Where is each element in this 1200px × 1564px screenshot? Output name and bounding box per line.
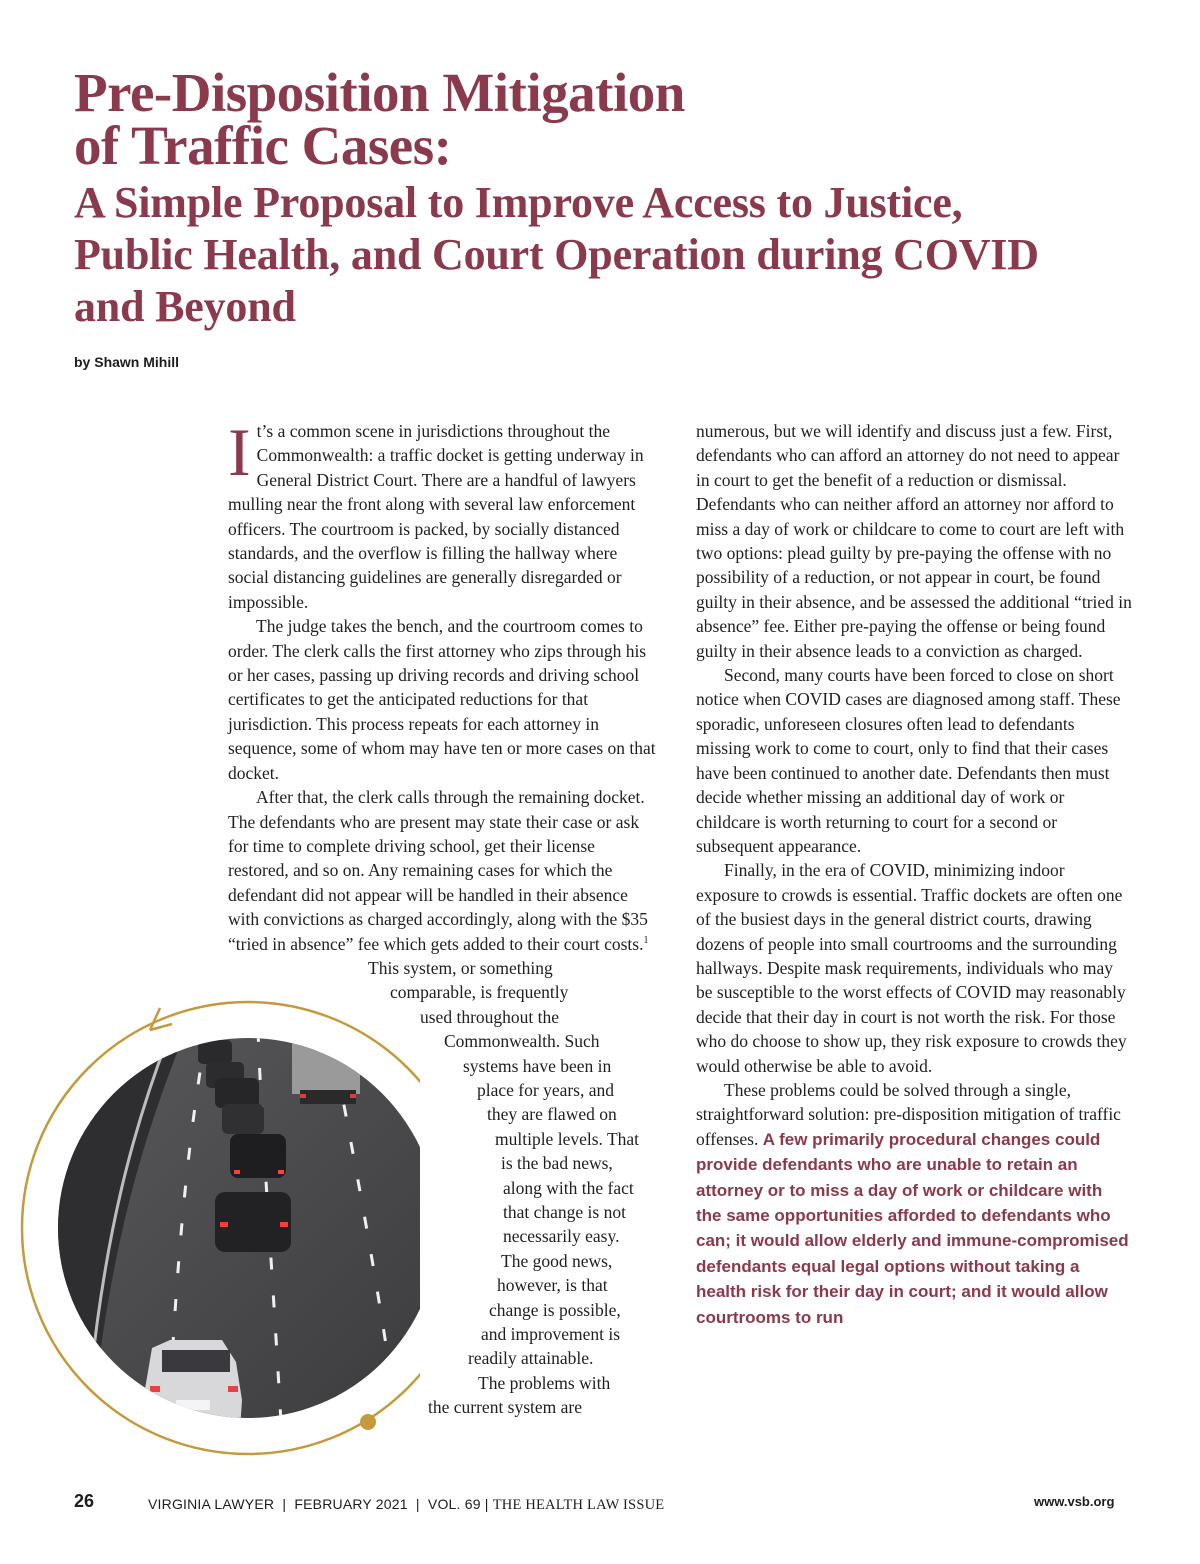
wrap-line: This system, or something xyxy=(368,957,553,978)
wrap-line: that change is not xyxy=(503,1202,626,1222)
paragraph-2: The judge takes the bench, and the courtroom comes to order. The clerk calls the first attorney who zips through his or her cases, passing up driving records and driving school certificates to get the anticipated reductions for that jurisdiction. This process repeats for each attorney in sequence, some of whom may have ten or more cases on that docket. xyxy=(228,616,656,783)
pull-highlight: A few primarily procedural changes could provide defendants who are unable to retain an attorney or to miss a day of work or childcare with the same opportunities afforded to defendants who can; it would allow elderly and immune-compromised defendants equal legal options without taking a health risk for their day in court; and it would allow courtrooms to run xyxy=(696,1129,1129,1327)
wrap-line: The problems with xyxy=(478,1372,611,1393)
wrap-line: Commonwealth. Such xyxy=(444,1031,600,1052)
wrap-line: and improvement is xyxy=(481,1324,621,1345)
issue-name: THE HEALTH LAW ISSUE xyxy=(492,1497,665,1513)
page-number xyxy=(74,1491,94,1512)
paragraph-8 xyxy=(696,1078,1132,1330)
paragraph-3-text: After that, the clerk calls through the remaining docket. The defendants who are present may state their case or ask for time to complete driving school, get their license restored, and so on. Any remaining cases for which the defendant did not appear will be handled in their absence with convictions as charged accordingly, along with the $35 “tried in absence” fee which gets added to their court costs. xyxy=(228,787,648,954)
subtitle-line-3: and Beyond xyxy=(74,282,296,331)
wrap-line: is the bad news, xyxy=(501,1153,613,1174)
subtitle-line-2: Public Health, and Court Operation during COVID xyxy=(74,230,1039,279)
wrap-line: they are flawed on xyxy=(487,1104,617,1125)
paragraph-8-text: These problems could be solved through a single, straightforward solution: pre-disposition mitigation of traffic offenses. xyxy=(696,1079,1121,1149)
wrap-line: The good news, xyxy=(501,1250,613,1271)
paragraph-6: Second, many courts have been forced to close on short notice when COVID cases are diagnosed among staff. These sporadic, unforeseen closures often lead to defendants missing work to come to court, only to find that their cases have been continued to another date. Defendants then must decide whether missing an additional day of work or childcare is worth returning to court for a second or subsequent appearance. xyxy=(696,665,1121,856)
wrap-line: the current system are xyxy=(428,1397,583,1418)
magazine-info: VIRGINIA LAWYER | FEBRUARY 2021 | VOL. 69 | xyxy=(148,1496,493,1512)
subtitle-line-1: A Simple Proposal to Improve Access to Justice, xyxy=(74,178,963,227)
title-line-1: Pre-Disposition Mitigation xyxy=(74,62,685,123)
wrap-line: along with the fact xyxy=(503,1177,634,1198)
page-number-text: 26 xyxy=(74,1491,95,1511)
wrap-line: multiple levels. That xyxy=(495,1128,640,1149)
title-line-2: of Traffic Cases: xyxy=(74,115,452,176)
wrap-line: readily attainable. xyxy=(468,1348,594,1369)
drop-cap: I xyxy=(228,414,251,490)
wrap-line: place for years, and xyxy=(477,1079,615,1100)
paragraph-1 xyxy=(228,414,660,614)
wrap-line: used throughout the xyxy=(420,1006,560,1027)
paragraph-5: numerous, but we will identify and discuss just a few. First, defendants who can afford an attorney do not need to appear in court to get the benefit of a reduction or dismissal. Defendants who can neither afford an attorney nor afford to miss a day of work or childcare to come to court are left with two options: plead guilty by pre-paying the offense with no possibility of a reduction, or not appear in court, be found guilty in their absence, and be assessed the additional “tried in absence” fee. Either pre-paying the offense or being found guilty in their absence leads to a conviction as charged. xyxy=(696,421,1132,661)
footnote-marker: 1 xyxy=(643,934,649,946)
wrap-line: however, is that xyxy=(497,1275,608,1296)
right-column xyxy=(696,419,1132,1330)
left-column xyxy=(228,414,660,1420)
paragraph-4-wrapped xyxy=(228,956,660,1420)
wrap-line: change is possible, xyxy=(489,1299,621,1320)
magazine-footer xyxy=(148,1496,664,1514)
byline: by Shawn Mihill xyxy=(74,354,180,370)
paragraph-7: Finally, in the era of COVID, minimizing indoor exposure to crowds is essential. Traffic dockets are often one of the busiest days in the general district courts, drawing dozens of people into small courtrooms and the surrounding hallways. Despite mask requirements, individuals who may be susceptible to the worst effects of COVID may reasonably decide that their day in court is not worth the risk. For those who do choose to show up, they risk exposure to crowds they would otherwise be able to avoid. xyxy=(696,860,1127,1076)
wrap-line: comparable, is frequently xyxy=(390,982,569,1003)
paragraph-1-text: t’s a common scene in jurisdictions throughout the Commonwealth: a traffic docket is getting underway in General District Court. There are a handful of lawyers mulling near the front along with several law enforcement officers. The courtroom is packed, by socially distanced standards, and the overflow is filling the hallway where social distancing guidelines are generally disregarded or impossible. xyxy=(228,421,644,612)
website-link[interactable]: www.vsb.org xyxy=(1034,1494,1115,1509)
wrap-line: necessarily easy. xyxy=(503,1226,620,1247)
paragraph-3 xyxy=(228,785,660,956)
wrap-line: systems have been in xyxy=(463,1055,612,1076)
